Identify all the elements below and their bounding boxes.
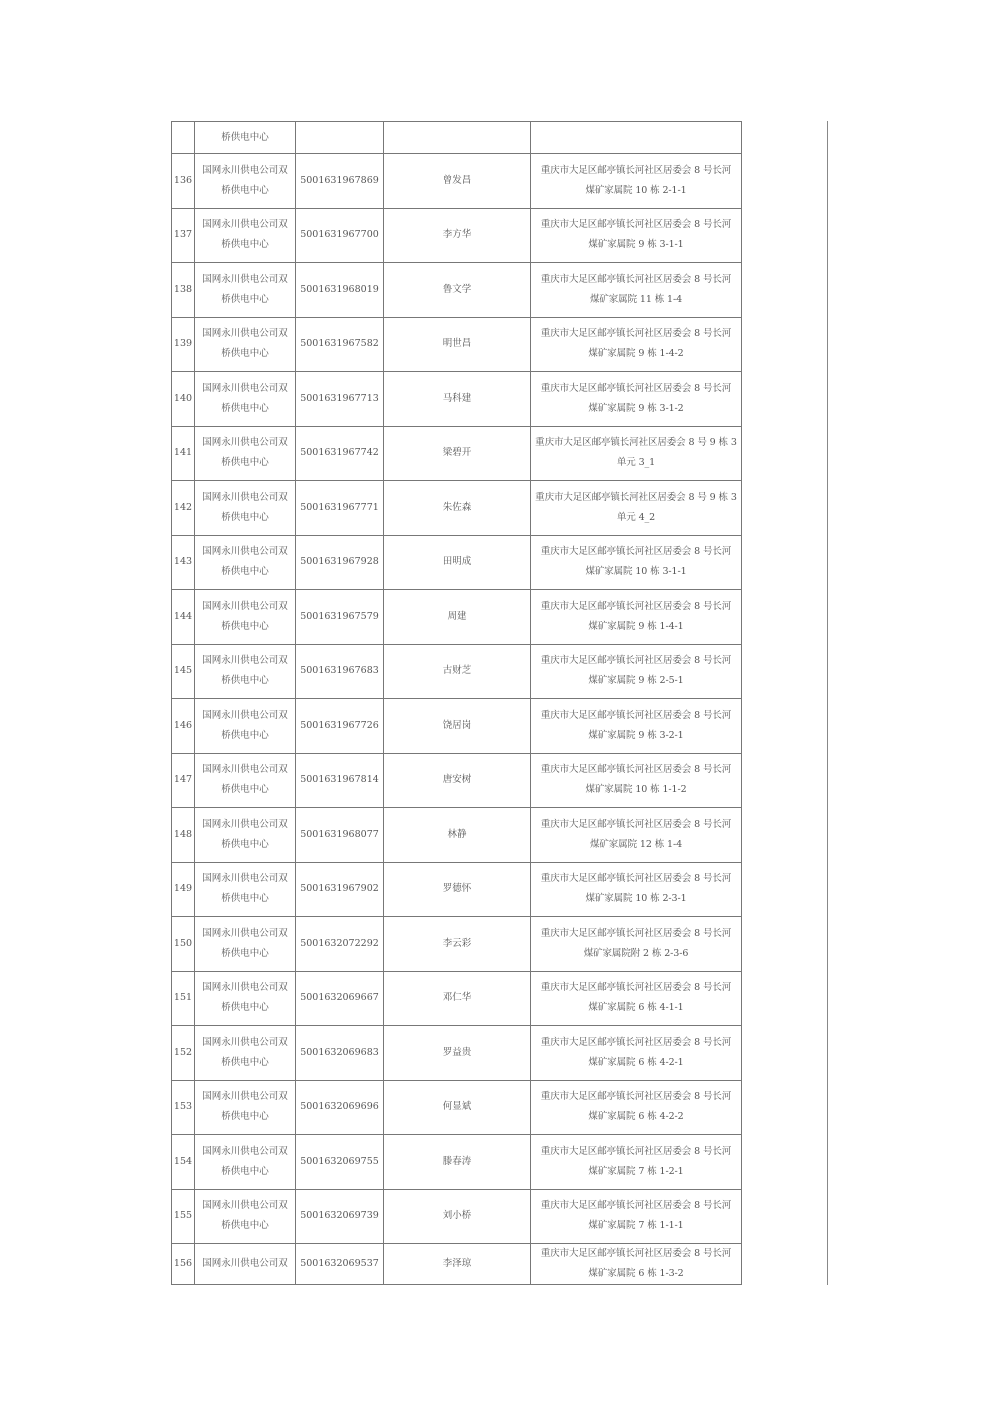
unit-line-2: 桥供电中心 xyxy=(221,348,269,360)
cell-unit xyxy=(195,208,296,263)
unit-line-2: 桥供电中心 xyxy=(221,838,269,850)
cell-name: 罗德怀 xyxy=(384,862,531,917)
unit-line-1: 国网永川供电公司双 xyxy=(202,491,288,503)
cell-no: 147 xyxy=(172,753,195,808)
cell-no: 144 xyxy=(172,590,195,645)
address-line-1: 重庆市大足区邮亭镇长河社区居委会 8 号长河 xyxy=(540,764,732,776)
address-line-1: 重庆市大足区邮亭镇长河社区居委会 8 号长河 xyxy=(540,709,732,721)
address-line-1: 重庆市大足区邮亭镇长河社区居委会 8 号长河 xyxy=(540,328,732,340)
cell-no: 154 xyxy=(172,1135,195,1190)
table-row xyxy=(172,208,742,263)
cell-unit xyxy=(195,317,296,372)
unit-line-1: 国网永川供电公司双 xyxy=(202,1258,288,1269)
cell-account: 5001631967582 xyxy=(296,317,384,372)
cell-account: 5001631967742 xyxy=(296,426,384,481)
unit-line-2: 桥供电中心 xyxy=(221,566,269,578)
cell-address xyxy=(531,122,742,154)
address-line-1: 重庆市大足区邮亭镇长河社区居委会 8 号长河 xyxy=(540,382,732,394)
cell-name: 滕春涛 xyxy=(384,1135,531,1190)
cell-no: 152 xyxy=(172,1026,195,1081)
cell-no: 151 xyxy=(172,971,195,1026)
table-row xyxy=(172,1135,742,1190)
address-line-2: 煤矿家属院 9 栋 1-4-1 xyxy=(588,620,684,632)
table-row xyxy=(172,1080,742,1135)
cell-account: 5001632069683 xyxy=(296,1026,384,1081)
table-row xyxy=(172,917,742,972)
table-row xyxy=(172,808,742,863)
address-line-2: 煤矿家属院 6 栋 4-1-1 xyxy=(588,1002,684,1014)
cell-address xyxy=(531,1026,742,1081)
cell-no: 137 xyxy=(172,208,195,263)
address-line-1: 重庆市大足区邮亭镇长河社区居委会 8 号长河 xyxy=(540,219,732,231)
cell-no: 145 xyxy=(172,644,195,699)
cell-unit xyxy=(195,644,296,699)
cell-account: 5001632069667 xyxy=(296,971,384,1026)
unit-line-1: 国网永川供电公司双 xyxy=(202,219,288,231)
address-line-2: 煤矿家属院 9 栋 3-1-1 xyxy=(588,239,684,251)
unit-line-2: 桥供电中心 xyxy=(221,239,269,251)
cell-unit xyxy=(195,753,296,808)
address-line-2: 煤矿家属院 11 栋 1-4 xyxy=(589,293,683,305)
cell-name: 何显斌 xyxy=(384,1080,531,1135)
unit-line-1: 国网永川供电公司双 xyxy=(202,1091,288,1103)
address-line-2: 煤矿家属院 6 栋 4-2-2 xyxy=(588,1111,684,1123)
address-line-2: 煤矿家属院 9 栋 3-1-2 xyxy=(588,402,684,414)
address-line-1: 重庆市大足区邮亭镇长河社区居委会 8 号长河 xyxy=(540,655,732,667)
cell-account: 5001631967902 xyxy=(296,862,384,917)
cell-name: 鲁文学 xyxy=(384,263,531,318)
unit-line-1: 国网永川供电公司双 xyxy=(202,600,288,612)
cell-account: 5001632072292 xyxy=(296,917,384,972)
cell-account: 5001631967814 xyxy=(296,753,384,808)
page-margin-rule xyxy=(827,121,828,1285)
user-list-table xyxy=(171,121,742,1285)
cell-unit xyxy=(195,1135,296,1190)
cell-address xyxy=(531,481,742,536)
cell-unit xyxy=(195,590,296,645)
cell-unit xyxy=(195,263,296,318)
cell-address xyxy=(531,699,742,754)
address-line-2: 单元 4_2 xyxy=(616,511,656,523)
cell-unit xyxy=(195,917,296,972)
cell-account: 5001631967700 xyxy=(296,208,384,263)
table-row xyxy=(172,535,742,590)
cell-address xyxy=(531,862,742,917)
address-line-2: 煤矿家属院 7 栋 1-1-1 xyxy=(588,1220,684,1232)
cell-name: 邓仁华 xyxy=(384,971,531,1026)
table-row xyxy=(172,372,742,427)
cell-account: 5001631967928 xyxy=(296,535,384,590)
cell-no: 149 xyxy=(172,862,195,917)
cell-no: 150 xyxy=(172,917,195,972)
table-body xyxy=(172,122,742,1285)
cell-account: 5001631967579 xyxy=(296,590,384,645)
table-row xyxy=(172,699,742,754)
address-line-2: 煤矿家属院 6 栋 4-2-1 xyxy=(588,1056,684,1068)
address-line-2: 煤矿家属院 9 栋 3-2-1 xyxy=(588,729,684,741)
unit-line-2: 桥供电中心 xyxy=(221,293,269,305)
address-line-1: 重庆市大足区邮亭镇长河社区居委会 8 号长河 xyxy=(540,1200,732,1212)
cell-name: 周建 xyxy=(384,590,531,645)
cell-account: 5001632069755 xyxy=(296,1135,384,1190)
cell-address xyxy=(531,1189,742,1244)
unit-line-1: 国网永川供电公司双 xyxy=(202,709,288,721)
cell-account: 5001632069696 xyxy=(296,1080,384,1135)
cell-no: 139 xyxy=(172,317,195,372)
address-line-2: 煤矿家属院附 2 栋 2-3-6 xyxy=(583,947,689,959)
unit-line-1: 国网永川供电公司双 xyxy=(202,164,288,176)
cell-name: 马科建 xyxy=(384,372,531,427)
cell-account: 5001631968077 xyxy=(296,808,384,863)
unit-line-1: 国网永川供电公司双 xyxy=(202,982,288,994)
unit-line-1: 国网永川供电公司双 xyxy=(202,382,288,394)
cell-name: 李泽琼 xyxy=(384,1244,531,1285)
unit-line-1: 国网永川供电公司双 xyxy=(202,273,288,285)
cell-account: 5001631967683 xyxy=(296,644,384,699)
table-row xyxy=(172,154,742,209)
cell-address xyxy=(531,971,742,1026)
table-row xyxy=(172,263,742,318)
table-row xyxy=(172,644,742,699)
cell-name: 古财芝 xyxy=(384,644,531,699)
unit-line-2: 桥供电中心 xyxy=(221,511,269,523)
cell-no xyxy=(172,122,195,154)
cell-no: 140 xyxy=(172,372,195,427)
unit-line-2: 桥供电中心 xyxy=(221,947,269,959)
table-row xyxy=(172,862,742,917)
address-line-1: 重庆市大足区邮亭镇长河社区居委会 8 号长河 xyxy=(540,1145,732,1157)
cell-no: 142 xyxy=(172,481,195,536)
address-line-1: 重庆市大足区邮亭镇长河社区居委会 8 号长河 xyxy=(540,273,732,285)
cell-address xyxy=(531,372,742,427)
cell-address xyxy=(531,317,742,372)
cell-address xyxy=(531,753,742,808)
address-line-1: 重庆市大足区邮亭镇长河社区居委会 8 号长河 xyxy=(540,1091,732,1103)
cell-name: 唐安树 xyxy=(384,753,531,808)
address-line-1: 重庆市大足区邮亭镇长河社区居委会 8 号长河 xyxy=(540,982,732,994)
cell-address xyxy=(531,535,742,590)
unit-line-1: 国网永川供电公司双 xyxy=(202,328,288,340)
cell-unit xyxy=(195,699,296,754)
table-row xyxy=(172,1189,742,1244)
address-line-1: 重庆市大足区邮亭镇长河社区居委会 8 号 9 栋 3 xyxy=(535,491,737,503)
cell-no: 146 xyxy=(172,699,195,754)
cell-account: 5001632069739 xyxy=(296,1189,384,1244)
address-line-2: 煤矿家属院 10 栋 3-1-1 xyxy=(585,566,687,578)
unit-line-1: 国网永川供电公司双 xyxy=(202,546,288,558)
unit-line-1: 国网永川供电公司双 xyxy=(202,764,288,776)
cell-account: 5001631967869 xyxy=(296,154,384,209)
unit-line-2: 桥供电中心 xyxy=(221,402,269,414)
cell-no: 143 xyxy=(172,535,195,590)
cell-name xyxy=(384,122,531,154)
cell-no: 148 xyxy=(172,808,195,863)
cell-name: 林静 xyxy=(384,808,531,863)
cell-unit xyxy=(195,372,296,427)
address-line-1: 重庆市大足区邮亭镇长河社区居委会 8 号长河 xyxy=(540,873,732,885)
cell-no: 153 xyxy=(172,1080,195,1135)
cell-name: 梁碧开 xyxy=(384,426,531,481)
address-line-2: 煤矿家属院 12 栋 1-4 xyxy=(589,838,683,850)
unit-line-2: 桥供电中心 xyxy=(221,184,269,196)
table-row xyxy=(172,426,742,481)
cell-address xyxy=(531,590,742,645)
address-line-2: 煤矿家属院 10 栋 2-3-1 xyxy=(585,893,687,905)
cell-address xyxy=(531,644,742,699)
unit-line-1: 国网永川供电公司双 xyxy=(202,1200,288,1212)
cell-unit xyxy=(195,481,296,536)
cell-no: 136 xyxy=(172,154,195,209)
unit-line-2: 桥供电中心 xyxy=(221,1165,269,1177)
cell-name: 李方华 xyxy=(384,208,531,263)
unit-line-1: 国网永川供电公司双 xyxy=(202,437,288,449)
unit-line-1: 国网永川供电公司双 xyxy=(202,1145,288,1157)
table-row xyxy=(172,753,742,808)
cell-no: 141 xyxy=(172,426,195,481)
table-row xyxy=(172,590,742,645)
cell-name: 刘小桥 xyxy=(384,1189,531,1244)
cell-unit: 桥供电中心 xyxy=(195,122,296,154)
cell-unit xyxy=(195,862,296,917)
unit-line-2: 桥供电中心 xyxy=(221,729,269,741)
table-row xyxy=(172,481,742,536)
cell-unit xyxy=(195,1244,296,1285)
table-row xyxy=(172,1026,742,1081)
address-line-2: 煤矿家属院 10 栋 1-1-2 xyxy=(585,784,687,796)
cell-no: 138 xyxy=(172,263,195,318)
unit-line-1: 国网永川供电公司双 xyxy=(202,1036,288,1048)
unit-line-2: 桥供电中心 xyxy=(221,1220,269,1232)
cell-unit xyxy=(195,426,296,481)
table-row-continued xyxy=(172,122,742,154)
cell-unit xyxy=(195,1189,296,1244)
address-line-2: 煤矿家属院 9 栋 1-4-2 xyxy=(588,348,684,360)
cell-account: 5001632069537 xyxy=(296,1244,384,1285)
cell-account xyxy=(296,122,384,154)
cell-unit xyxy=(195,154,296,209)
unit-line-2: 桥供电中心 xyxy=(221,1111,269,1123)
unit-line-1: 国网永川供电公司双 xyxy=(202,818,288,830)
cell-account: 5001631967726 xyxy=(296,699,384,754)
address-line-1: 重庆市大足区邮亭镇长河社区居委会 8 号长河 xyxy=(540,818,732,830)
address-line-2: 煤矿家属院 9 栋 2-5-1 xyxy=(588,675,684,687)
cell-address xyxy=(531,426,742,481)
address-line-2: 煤矿家属院 7 栋 1-2-1 xyxy=(588,1165,684,1177)
cell-address xyxy=(531,1244,742,1285)
unit-line-1: 国网永川供电公司双 xyxy=(202,873,288,885)
unit-line-1: 国网永川供电公司双 xyxy=(202,655,288,667)
unit-line-2: 桥供电中心 xyxy=(221,893,269,905)
address-line-1: 重庆市大足区邮亭镇长河社区居委会 8 号长河 xyxy=(540,546,732,558)
cell-account: 5001631968019 xyxy=(296,263,384,318)
address-line-1: 重庆市大足区邮亭镇长河社区居委会 8 号长河 xyxy=(540,927,732,939)
cell-name: 饶居岗 xyxy=(384,699,531,754)
cell-address xyxy=(531,1135,742,1190)
table-row xyxy=(172,971,742,1026)
cell-name: 田明成 xyxy=(384,535,531,590)
address-line-2: 煤矿家属院 10 栋 2-1-1 xyxy=(585,184,687,196)
cell-account: 5001631967771 xyxy=(296,481,384,536)
table-row xyxy=(172,1244,742,1285)
cell-no: 155 xyxy=(172,1189,195,1244)
cell-account: 5001631967713 xyxy=(296,372,384,427)
cell-unit xyxy=(195,1080,296,1135)
cell-name: 明世昌 xyxy=(384,317,531,372)
address-line-1: 重庆市大足区邮亭镇长河社区居委会 8 号长河 xyxy=(540,1248,732,1259)
cell-name: 李云彩 xyxy=(384,917,531,972)
cell-address xyxy=(531,1080,742,1135)
unit-line-2: 桥供电中心 xyxy=(221,620,269,632)
cell-address xyxy=(531,917,742,972)
cell-address xyxy=(531,208,742,263)
address-line-1: 重庆市大足区邮亭镇长河社区居委会 8 号长河 xyxy=(540,164,732,176)
unit-line-2: 桥供电中心 xyxy=(221,784,269,796)
address-line-1: 重庆市大足区邮亭镇长河社区居委会 8 号长河 xyxy=(540,600,732,612)
cell-address xyxy=(531,154,742,209)
unit-line-2: 桥供电中心 xyxy=(221,1056,269,1068)
cell-unit xyxy=(195,1026,296,1081)
cell-unit xyxy=(195,971,296,1026)
address-line-1: 重庆市大足区邮亭镇长河社区居委会 8 号 9 栋 3 xyxy=(535,437,737,449)
unit-line-2: 桥供电中心 xyxy=(221,1002,269,1014)
cell-address xyxy=(531,808,742,863)
unit-line-1: 国网永川供电公司双 xyxy=(202,927,288,939)
cell-name: 曾发昌 xyxy=(384,154,531,209)
cell-no: 156 xyxy=(172,1244,195,1285)
unit-line-2: 桥供电中心 xyxy=(221,457,269,469)
address-line-1: 重庆市大足区邮亭镇长河社区居委会 8 号长河 xyxy=(540,1036,732,1048)
address-line-2: 单元 3_1 xyxy=(616,457,656,469)
cell-name: 罗益贵 xyxy=(384,1026,531,1081)
cell-unit xyxy=(195,535,296,590)
cell-unit xyxy=(195,808,296,863)
address-line-2: 煤矿家属院 6 栋 1-3-2 xyxy=(588,1268,684,1279)
unit-line-2: 桥供电中心 xyxy=(221,675,269,687)
table-row xyxy=(172,317,742,372)
cell-address xyxy=(531,263,742,318)
cell-name: 朱佐森 xyxy=(384,481,531,536)
